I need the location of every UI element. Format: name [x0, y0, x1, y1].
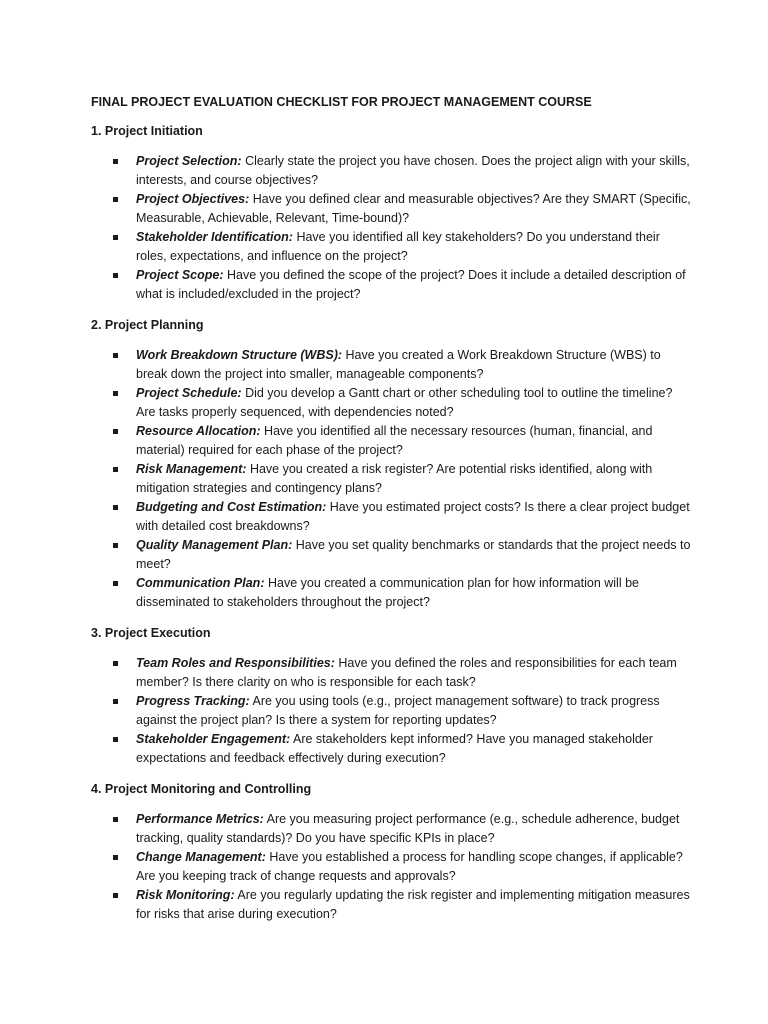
item-text: Have you created a communication plan for how information will be disseminated to stakeholders throughout the project? — [136, 576, 639, 609]
item-term: Quality Management Plan: — [136, 538, 293, 552]
section-heading: 3. Project Execution — [91, 626, 211, 640]
item-term: Risk Management: — [136, 462, 247, 476]
item-term: Project Objectives: — [136, 192, 250, 206]
list-item — [91, 228, 691, 266]
list-item — [91, 346, 691, 384]
section-heading: 1. Project Initiation — [91, 124, 203, 138]
item-text: Have you estimated project costs? Is there a clear project budget with detailed cost breakdowns? — [136, 500, 690, 533]
item-term: Project Selection: — [136, 154, 242, 168]
bullet-icon — [113, 737, 118, 742]
list-item — [91, 692, 691, 730]
bullet-icon — [113, 855, 118, 860]
item-text: Have you identified all the necessary resources (human, financial, and material) required for each phase of the project? — [136, 424, 653, 457]
checklist — [91, 152, 691, 304]
section-heading: 2. Project Planning — [91, 318, 204, 332]
item-term: Progress Tracking: — [136, 694, 250, 708]
list-item — [91, 536, 691, 574]
section-project-monitoring-and-controlling — [91, 781, 691, 924]
item-text: Are you using tools (e.g., project management software) to track progress against the project plan? Is there a system for reporting updates? — [136, 694, 660, 727]
bullet-icon — [113, 467, 118, 472]
list-item — [91, 886, 691, 924]
item-text: Have you defined the roles and responsibilities for each team member? Is there clarity on who is responsible for each task? — [136, 656, 677, 689]
item-term: Change Management: — [136, 850, 266, 864]
item-text: Are stakeholders kept informed? Have you managed stakeholder expectations and feedback effectively during execution? — [136, 732, 653, 765]
item-text: Have you defined clear and measurable objectives? Are they SMART (Specific, Measurable, Achievable, Relevant, Time-bound)? — [136, 192, 691, 225]
item-text: Have you identified all key stakeholders? Do you understand their roles, expectations, and influence on the project? — [136, 230, 660, 263]
item-text: Did you develop a Gantt chart or other scheduling tool to outline the timeline? Are tasks properly sequenced, with dependencies noted? — [136, 386, 673, 419]
item-text: Have you created a risk register? Are potential risks identified, along with mitigation strategies and contingency plans? — [136, 462, 653, 495]
item-term: Performance Metrics: — [136, 812, 264, 826]
item-term: Project Schedule: — [136, 386, 242, 400]
bullet-icon — [113, 353, 118, 358]
document-page — [91, 94, 691, 937]
list-item — [91, 384, 691, 422]
bullet-icon — [113, 429, 118, 434]
item-term: Risk Monitoring: — [136, 888, 235, 902]
bullet-icon — [113, 543, 118, 548]
item-text: Have you set quality benchmarks or standards that the project needs to meet? — [136, 538, 691, 571]
checklist — [91, 810, 691, 924]
item-term: Stakeholder Identification: — [136, 230, 293, 244]
bullet-icon — [113, 699, 118, 704]
item-term: Communication Plan: — [136, 576, 265, 590]
bullet-icon — [113, 159, 118, 164]
item-text: Clearly state the project you have chosen. Does the project align with your skills, interests, and course objectives? — [136, 154, 690, 187]
bullet-icon — [113, 235, 118, 240]
section-project-planning — [91, 317, 691, 612]
bullet-icon — [113, 817, 118, 822]
bullet-icon — [113, 391, 118, 396]
list-item — [91, 810, 691, 848]
list-item — [91, 498, 691, 536]
item-text: Have you defined the scope of the project? Does it include a detailed description of what is included/excluded in the project? — [136, 268, 686, 301]
item-text: Have you established a process for handling scope changes, if applicable? Are you keeping track of change requests and approvals? — [136, 850, 683, 883]
section-project-execution — [91, 625, 691, 768]
bullet-icon — [113, 661, 118, 666]
list-item — [91, 266, 691, 304]
item-term: Budgeting and Cost Estimation: — [136, 500, 327, 514]
bullet-icon — [113, 581, 118, 586]
item-term: Project Scope: — [136, 268, 224, 282]
bullet-icon — [113, 197, 118, 202]
bullet-icon — [113, 893, 118, 898]
section-heading: 4. Project Monitoring and Controlling — [91, 782, 312, 796]
list-item — [91, 152, 691, 190]
list-item — [91, 460, 691, 498]
section-project-initiation — [91, 123, 691, 304]
bullet-icon — [113, 273, 118, 278]
list-item — [91, 422, 691, 460]
checklist — [91, 346, 691, 612]
list-item — [91, 848, 691, 886]
item-term: Team Roles and Responsibilities: — [136, 656, 335, 670]
item-term: Stakeholder Engagement: — [136, 732, 291, 746]
list-item — [91, 654, 691, 692]
list-item — [91, 190, 691, 228]
list-item — [91, 730, 691, 768]
item-term: Work Breakdown Structure (WBS): — [136, 348, 343, 362]
bullet-icon — [113, 505, 118, 510]
checklist — [91, 654, 691, 768]
item-text: Are you measuring project performance (e.g., schedule adherence, budget tracking, quality standards)? Do you have specific KPIs in place? — [136, 812, 680, 845]
list-item — [91, 574, 691, 612]
item-text: Are you regularly updating the risk register and implementing mitigation measures for risks that arise during execution? — [136, 888, 690, 921]
item-term: Resource Allocation: — [136, 424, 261, 438]
item-text: Have you created a Work Breakdown Structure (WBS) to break down the project into smaller, manageable components? — [136, 348, 661, 381]
document-title: FINAL PROJECT EVALUATION CHECKLIST FOR PROJECT MANAGEMENT COURSE — [91, 95, 592, 109]
